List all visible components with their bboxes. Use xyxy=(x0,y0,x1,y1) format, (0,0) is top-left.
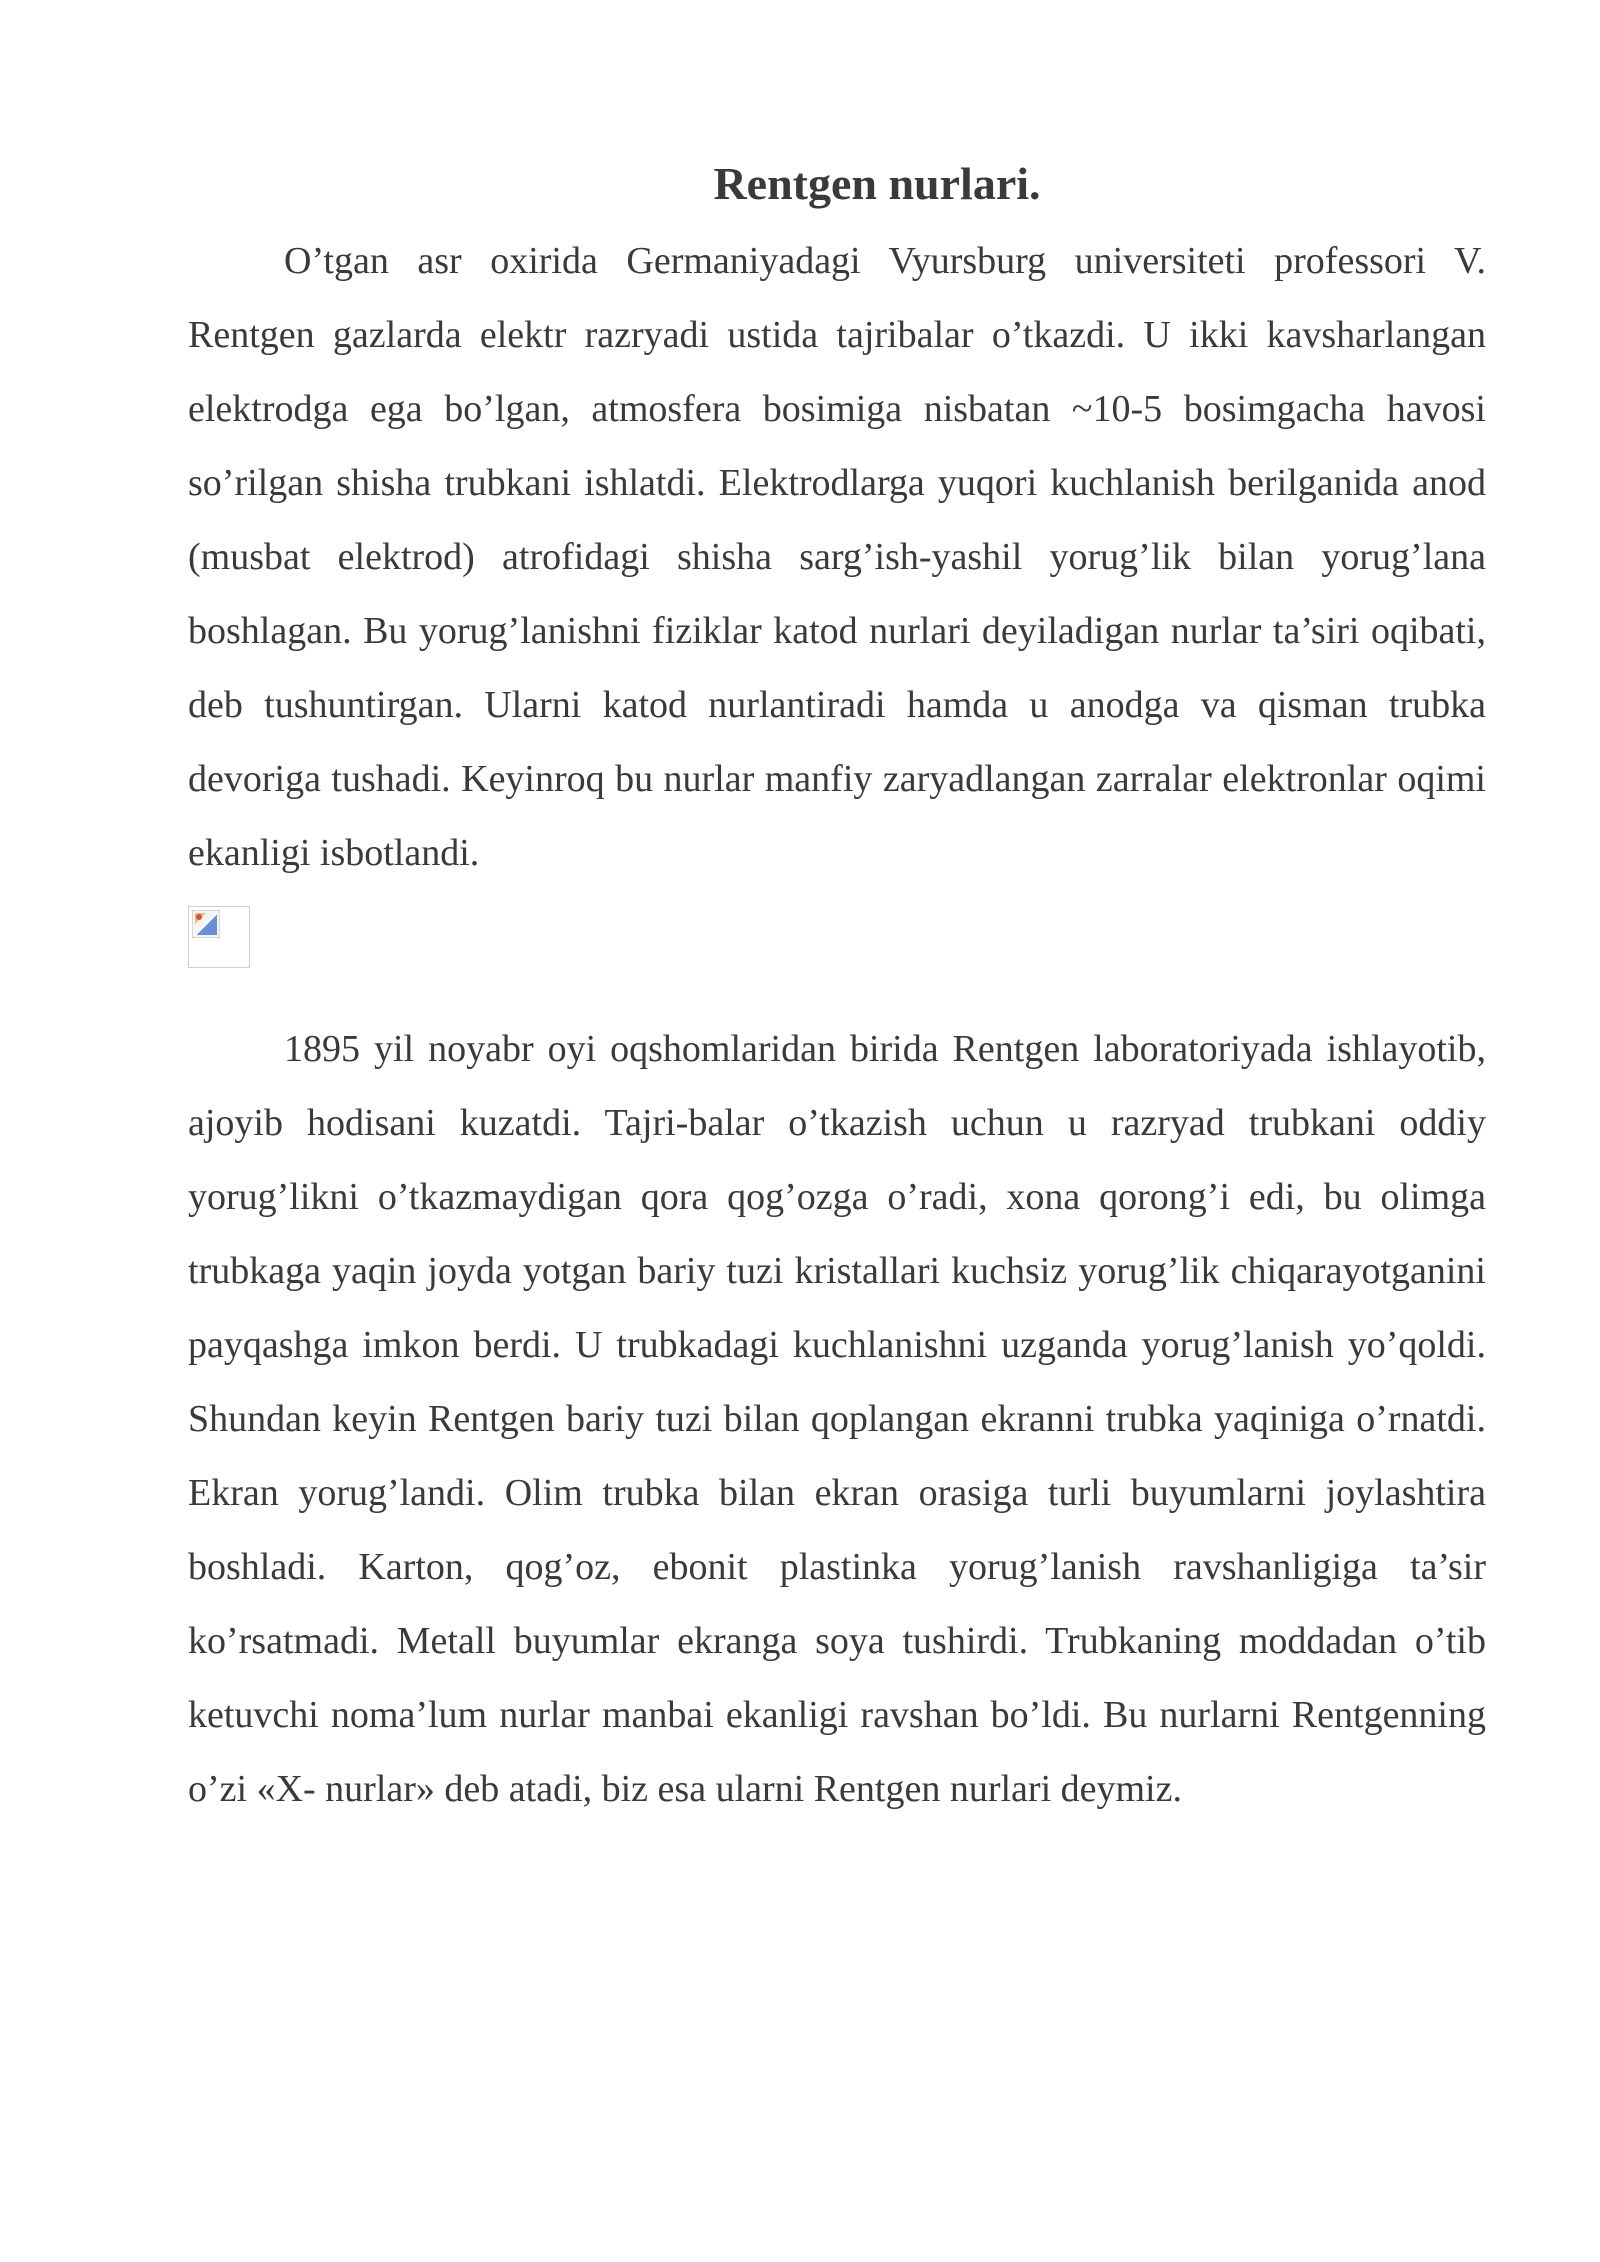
image-placeholder xyxy=(188,906,1486,996)
paragraph-cathode-rays: O’tgan asr oxirida Germaniyadagi Vyursburg universiteti professori V. Rentgen gazlarda elektr razryadi ustida tajribalar o’tkazdi. U ikki kavsharlangan elektrodga ega bo’lgan, atmosfera bosimiga nisbatan ~10-5 bosimgacha havosi so’rilgan shisha trubkani ishlatdi. Elektrodlarga yuqori kuchlanish berilganida anod (musbat elektrod) atrofidagi shisha sarg’ish-yashil yorug’lik bilan yorug’lana boshlagan. Bu yorug’lanishni fiziklar katod nurlari deyiladigan nurlar ta’siri oqibati, deb tushuntirgan. Ularni katod nurlantiradi hamda u anodga va qisman trubka devoriga tushadi. Keyinroq bu nurlar manfiy zaryadlangan zarralar elektronlar oqimi ekanligi isbotlandi. xyxy=(188,240,1486,874)
paragraph-x-rays-discovery: 1895 yil noyabr oyi oqshomlaridan birida Rentgen laboratoriyada ishlayotib, ajoyib hodisani kuzatdi. Tajri-balar o’tkazish uchun u razryad trubkani oddiy yorug’likni o’tkazmaydigan qora qog’ozga o’radi, xona qorong’i edi, bu olimga trubkaga yaqin joyda yotgan bariy tuzi kristallari kuchsiz yorug’lik chiqarayotganini payqashga imkon berdi. U trubkadagi kuchlanishni uzganda yorug’lanish yo’qoldi. Shundan keyin Rentgen bariy tuzi bilan qoplangan ekranni trubka yaqiniga o’rnatdi. Ekran yorug’landi. Olim trubka bilan ekran orasiga turli buyumlarni joylashtira boshladi. Karton, qog’oz, ebonit plastinka yorug’lanish ravshanligiga ta’sir ko’rsatmadi. Metall buyumlar ekranga soya tushirdi. Trubkaning moddadan o’tib ketuvchi noma’lum nurlar manbai ekanligi ravshan bo’ldi. Bu nurlarni Rentgenning o’zi «X- nurlar» deb atadi, biz esa ularni Rentgen nurlari deymiz. xyxy=(188,1028,1486,1810)
broken-image-icon xyxy=(188,906,250,968)
document-body xyxy=(188,152,1486,1826)
document-title: Rentgen nurlari. xyxy=(713,158,1041,209)
